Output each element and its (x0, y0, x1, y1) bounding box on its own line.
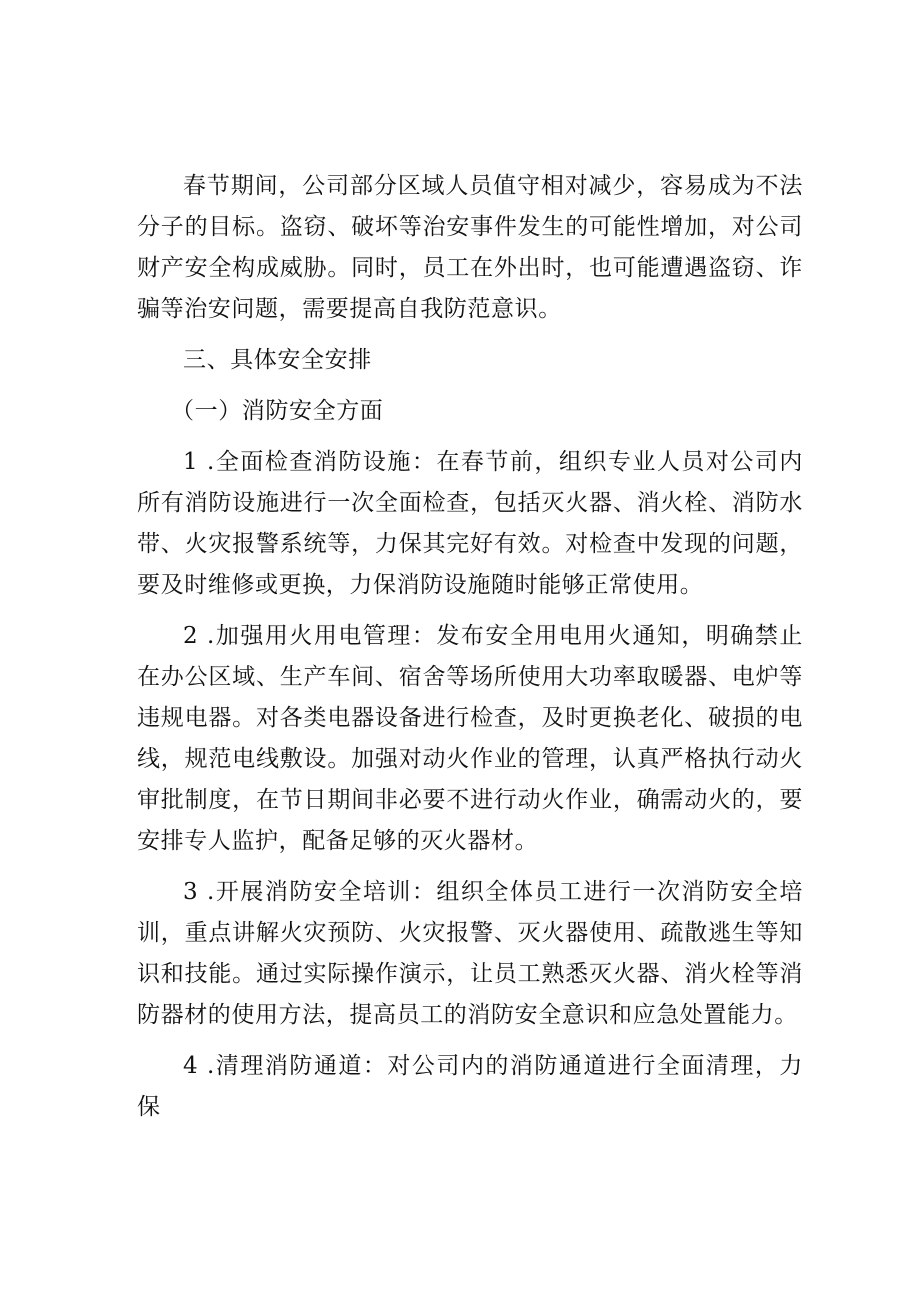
list-item-fire-facility-inspection: 1 .全面检查消防设施：在春节前，组织专业人员对公司内所有消防设施进行一次全面检查，包括灭火器、消火栓、消防水带、火灾报警系统等，力保其完好有效。对检查中发现的问题，要及时维修或更换，力保消防设施随时能够正常使用。 (137, 449, 803, 598)
paragraph-security-risk: 春节期间，公司部分区域人员值守相对减少，容易成为不法分子的目标。盗窃、破坏等治安事件发生的可能性增加，对公司财产安全构成威胁。同时，员工在外出时，也可能遭遇盗窃、诈骗等治安问题，需要提高自我防范意识。 (137, 173, 803, 322)
document-body (137, 166, 803, 1128)
list-item-fire-electricity-management: 2 .加强用火用电管理：发布安全用电用火通知，明确禁止在办公区域、生产车间、宿舍等场所使用大功率取暖器、电炉等违规电器。对各类电器设备进行检查，及时更换老化、破损的电线，规范电线敷设。加强对动火作业的管理，认真严格执行动火审批制度，在节日期间非必要不进行动火作业，确需动火的，要安排专人监护，配备足够的灭火器材。 (137, 623, 803, 854)
list-item-clear-fire-passages: 4 .清理消防通道：对公司内的消防通道进行全面清理，力保 (137, 1053, 803, 1120)
subsection-heading-fire-safety: （一）消防安全方面 (171, 398, 384, 424)
list-item-fire-safety-training: 3 .开展消防安全培训：组织全体员工进行一次消防安全培训，重点讲解火灾预防、火灾报警、灭火器使用、疏散逃生等知识和技能。通过实际操作演示，让员工熟悉灭火器、消火栓等消防器材的使用方法，提高员工的消防安全意识和应急处置能力。 (137, 879, 803, 1028)
section-heading-specific-arrangements: 三、具体安全安排 (183, 347, 372, 373)
